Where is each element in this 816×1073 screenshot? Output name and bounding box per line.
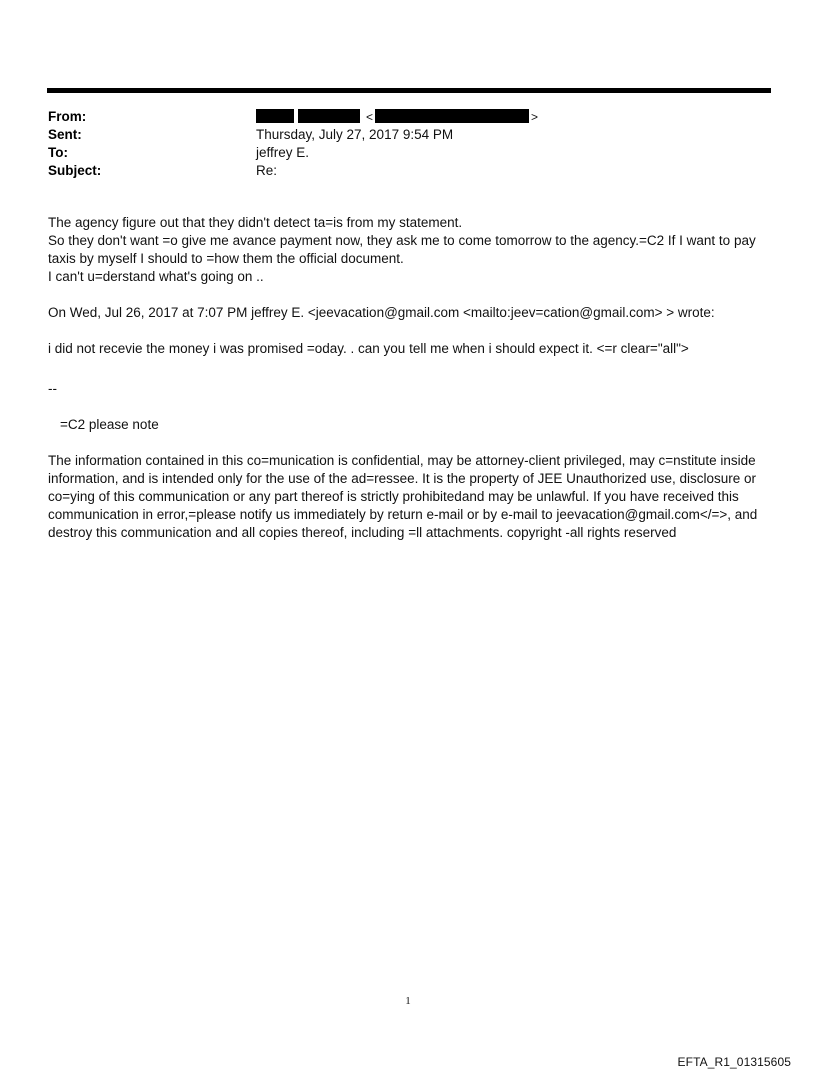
- redaction-block: [375, 109, 529, 123]
- body-line: I can't u=derstand what's going on ..: [48, 269, 264, 284]
- bates-number: EFTA_R1_01315605: [677, 1055, 791, 1069]
- sent-label: Sent:: [48, 127, 82, 142]
- page-number: 1: [405, 995, 411, 1007]
- signature-separator: --: [48, 381, 57, 396]
- angle-bracket-close: >: [531, 110, 539, 124]
- quote-header: On Wed, Jul 26, 2017 at 7:07 PM jeffrey E. <jeevacation@gmail.com <mailto:jeev=cation@gmail.com> > wrote:: [48, 305, 715, 320]
- email-body: [48, 214, 768, 542]
- angle-bracket-open: <: [366, 110, 374, 124]
- redaction-block: [256, 109, 294, 123]
- from-value: [256, 108, 538, 126]
- to-value: jeffrey E.: [256, 145, 310, 160]
- subject-row: [48, 162, 768, 180]
- quoted-message: i did not recevie the money i was promised =oday. . can you tell me when i should expect it. <=r clear="all">: [48, 341, 689, 356]
- disclaimer: The information contained in this co=munication is confidential, may be attorney-client privileged, may c=nstitute inside information, and is intended only for the use of the ad=ressee. It is the property of JEE Unauthorized use, disclosure or co=ying of this communication or any part thereof is strictly prohibitedand may be unlawful. If you have received this communication in error,=please notify us immediately by return e-mail or by e-mail to jeevacation@gmail.com</=>, and destroy this communication and all copies thereof, including =ll attachments. copyright -all rights reserved: [48, 453, 758, 540]
- sent-row: [48, 126, 768, 144]
- body-line: So they don't want =o give me avance payment now, they ask me to come tomorrow to the agency.=C2 If I want to pay taxis by myself I should to =how them the official document.: [48, 233, 756, 266]
- body-line: The agency figure out that they didn't detect ta=is from my statement.: [48, 215, 463, 230]
- sent-value: Thursday, July 27, 2017 9:54 PM: [256, 127, 454, 142]
- subject-value: Re:: [256, 163, 278, 178]
- to-row: [48, 144, 768, 162]
- to-label: To:: [48, 145, 68, 160]
- please-note: =C2 please note: [60, 417, 159, 432]
- from-label: From:: [48, 109, 87, 124]
- email-header: [48, 108, 768, 180]
- redaction-block: [298, 109, 360, 123]
- subject-label: Subject:: [48, 163, 102, 178]
- from-row: [48, 108, 768, 126]
- top-rule: [47, 88, 771, 93]
